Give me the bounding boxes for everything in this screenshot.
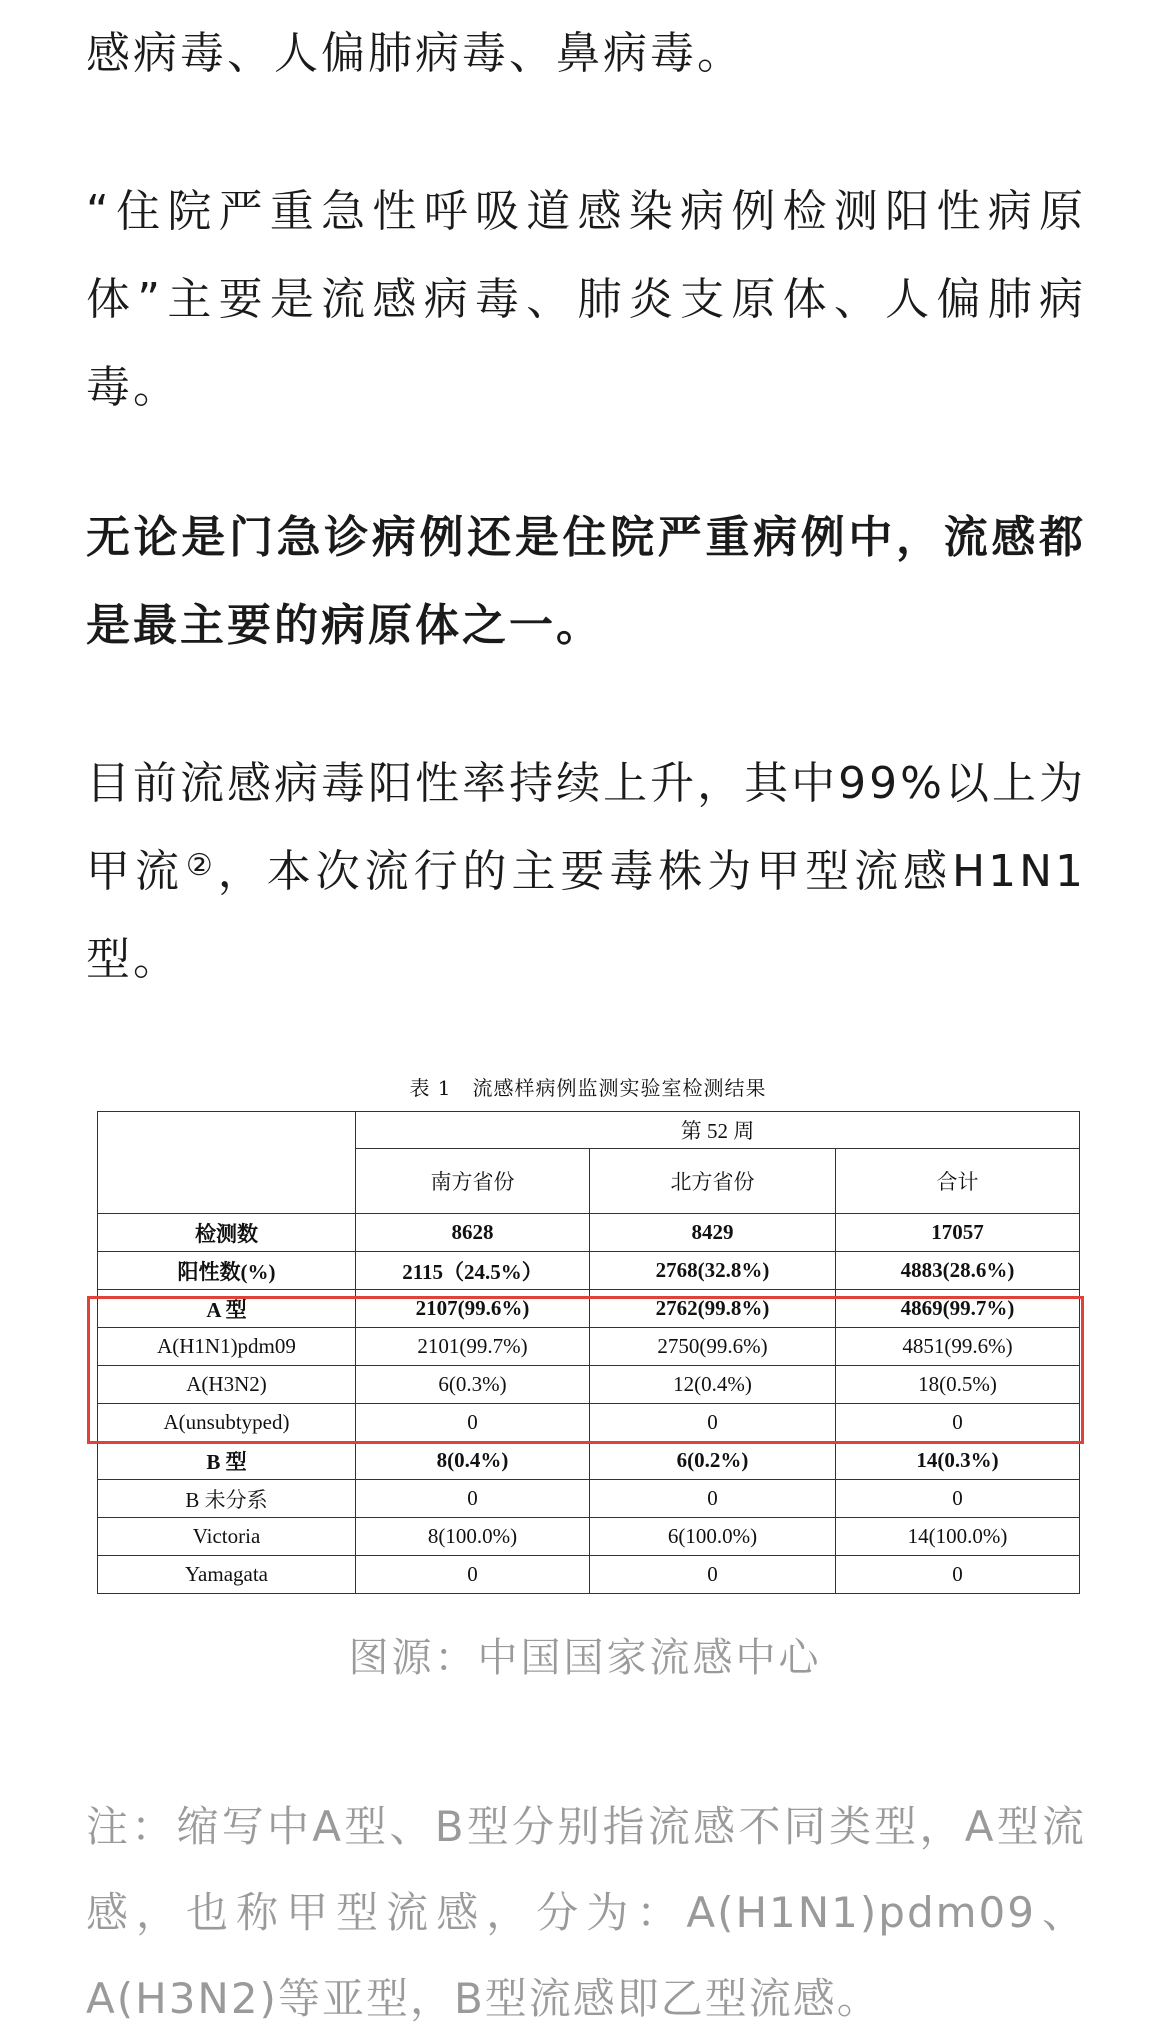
- row-label: B 型: [98, 1442, 356, 1480]
- row-label: B 未分系: [98, 1480, 356, 1518]
- table-cell: 4851(99.6%): [836, 1328, 1080, 1366]
- column-header: 北方省份: [590, 1149, 836, 1214]
- table-cell: 0: [590, 1480, 836, 1518]
- table-cell: 0: [356, 1404, 590, 1442]
- table-cell: 0: [356, 1480, 590, 1518]
- row-label: A(unsubtyped): [98, 1404, 356, 1442]
- table-cell: 2107(99.6%): [356, 1290, 590, 1328]
- table-cell: 0: [590, 1556, 836, 1594]
- table-cell: 0: [836, 1556, 1080, 1594]
- table-cell: 0: [836, 1404, 1080, 1442]
- week-header: 第 52 周: [356, 1112, 1080, 1149]
- table-row: [98, 1252, 1080, 1290]
- table-cell: 12(0.4%): [590, 1366, 836, 1404]
- paragraph-3-bold: 无论是门急诊病例还是住院严重病例中，流感都是最主要的病原体之一。: [86, 512, 1086, 651]
- highlight-box: [87, 1296, 1084, 1444]
- paragraph-2: “住院严重急性呼吸道感染病例检测阳性病原体”主要是流感病毒、肺炎支原体、人偏肺病毒。: [86, 186, 1086, 413]
- table-cell: 17057: [836, 1214, 1080, 1252]
- table-cell: 2115（24.5%）: [356, 1252, 590, 1290]
- row-label: A(H3N2): [98, 1366, 356, 1404]
- table-cell: 0: [836, 1480, 1080, 1518]
- paragraph-4-text-b: ，本次流行的主要毒株为甲型流感H1N1型。: [86, 846, 1086, 985]
- table-cell: 2101(99.7%): [356, 1328, 590, 1366]
- table-cell: 2762(99.8%): [590, 1290, 836, 1328]
- table-row: [98, 1214, 1080, 1252]
- column-header: 合计: [836, 1149, 1080, 1214]
- column-header: 南方省份: [356, 1149, 590, 1214]
- table-row: [98, 1480, 1080, 1518]
- row-label: A 型: [98, 1290, 356, 1328]
- paragraph-1: 感病毒、人偏肺病毒、鼻病毒。: [86, 28, 744, 79]
- table-cell: 6(0.3%): [356, 1366, 590, 1404]
- row-label: A(H1N1)pdm09: [98, 1328, 356, 1366]
- table-cell: 6(100.0%): [590, 1518, 836, 1556]
- table-cell: 2750(99.6%): [590, 1328, 836, 1366]
- table-title: 表 1 流感样病例监测实验室检测结果: [409, 1076, 767, 1100]
- table-cell: 8(0.4%): [356, 1442, 590, 1480]
- table-header-row: [98, 1112, 1080, 1149]
- paragraph-4-text-a: 目前流感病毒阳性率持续上升，其中99%以上为甲流: [86, 758, 1086, 897]
- row-label: 检测数: [98, 1214, 356, 1252]
- table-row: [98, 1518, 1080, 1556]
- table-row: [98, 1442, 1080, 1480]
- table-cell: 4883(28.6%): [836, 1252, 1080, 1290]
- table-row: [98, 1556, 1080, 1594]
- footnote-ref[interactable]: ②: [185, 848, 218, 883]
- table-cell: 18(0.5%): [836, 1366, 1080, 1404]
- table-cell: 14(0.3%): [836, 1442, 1080, 1480]
- footnote-text: 注：缩写中A型、B型分别指流感不同类型，A型流感，也称甲型流感，分为：A(H1N1)pdm09、A(H3N2)等亚型，B型流感即乙型流感。: [86, 1802, 1086, 2023]
- table-cell: 6(0.2%): [590, 1442, 836, 1480]
- table-cell: 0: [356, 1556, 590, 1594]
- row-label: 阳性数(%): [98, 1252, 356, 1290]
- table-cell: 8628: [356, 1214, 590, 1252]
- table-cell: 4869(99.7%): [836, 1290, 1080, 1328]
- table-cell: 8(100.0%): [356, 1518, 590, 1556]
- image-caption: 图源：中国国家流感中心: [348, 1635, 822, 1681]
- table-cell: 14(100.0%): [836, 1518, 1080, 1556]
- table-cell: 0: [590, 1404, 836, 1442]
- table-cell: 2768(32.8%): [590, 1252, 836, 1290]
- row-label: Victoria: [98, 1518, 356, 1556]
- table-corner-cell: [98, 1112, 356, 1214]
- paragraph-4: [86, 740, 1086, 1004]
- table-cell: 8429: [590, 1214, 836, 1252]
- row-label: Yamagata: [98, 1556, 356, 1594]
